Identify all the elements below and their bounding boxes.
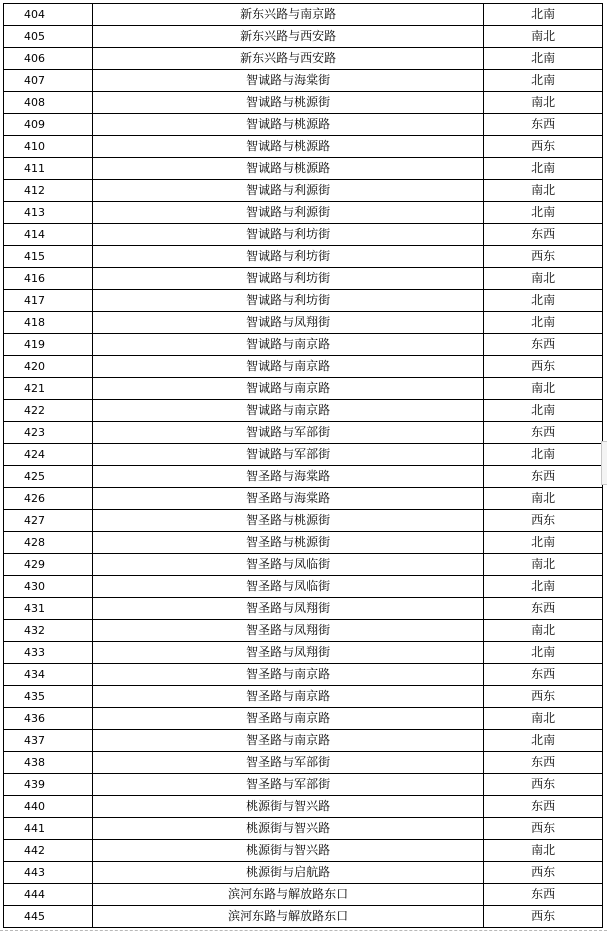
intersection-name-cell: 智诚路与南京路 [93, 356, 484, 378]
direction-cell: 南北 [484, 840, 603, 862]
intersection-name-cell: 智诚路与利源街 [93, 202, 484, 224]
intersection-name-cell: 智圣路与凤翔街 [93, 642, 484, 664]
intersection-name-cell: 智圣路与南京路 [93, 686, 484, 708]
row-number-cell: 416 [4, 268, 93, 290]
intersection-name-cell: 智诚路与海棠街 [93, 70, 484, 92]
intersection-name-cell: 智诚路与南京路 [93, 400, 484, 422]
table-row [4, 510, 603, 532]
table-row [4, 268, 603, 290]
table-row [4, 48, 603, 70]
row-number-cell: 409 [4, 114, 93, 136]
direction-cell: 北南 [484, 730, 603, 752]
table-row [4, 466, 603, 488]
intersection-name-cell: 桃源街与智兴路 [93, 818, 484, 840]
row-number-cell: 411 [4, 158, 93, 180]
direction-cell: 东西 [484, 664, 603, 686]
direction-cell: 东西 [484, 422, 603, 444]
row-number-cell: 408 [4, 92, 93, 114]
intersection-name-cell: 智圣路与凤翔街 [93, 620, 484, 642]
row-number-cell: 419 [4, 334, 93, 356]
table-row [4, 620, 603, 642]
intersection-name-cell: 智诚路与军部街 [93, 444, 484, 466]
row-number-cell: 418 [4, 312, 93, 334]
row-number-cell: 412 [4, 180, 93, 202]
direction-cell: 南北 [484, 554, 603, 576]
row-number-cell: 445 [4, 906, 93, 928]
intersection-name-cell: 智圣路与凤临街 [93, 576, 484, 598]
direction-cell: 西东 [484, 862, 603, 884]
intersection-name-cell: 智诚路与桃源路 [93, 114, 484, 136]
table-row [4, 686, 603, 708]
intersection-name-cell: 智诚路与利坊街 [93, 268, 484, 290]
direction-cell: 西东 [484, 774, 603, 796]
table-row [4, 378, 603, 400]
table-row [4, 422, 603, 444]
intersection-name-cell: 智诚路与利坊街 [93, 290, 484, 312]
table-row [4, 334, 603, 356]
direction-cell: 西东 [484, 818, 603, 840]
row-number-cell: 435 [4, 686, 93, 708]
intersection-name-cell: 智圣路与军部街 [93, 752, 484, 774]
direction-cell: 西东 [484, 136, 603, 158]
direction-cell: 南北 [484, 708, 603, 730]
direction-cell: 北南 [484, 202, 603, 224]
direction-cell: 南北 [484, 180, 603, 202]
intersection-name-cell: 智圣路与南京路 [93, 664, 484, 686]
intersection-name-cell: 新东兴路与西安路 [93, 26, 484, 48]
direction-cell: 东西 [484, 752, 603, 774]
intersection-name-cell: 新东兴路与南京路 [93, 4, 484, 26]
direction-cell: 东西 [484, 334, 603, 356]
table-row [4, 840, 603, 862]
intersection-name-cell: 智诚路与南京路 [93, 378, 484, 400]
table-row [4, 598, 603, 620]
row-number-cell: 420 [4, 356, 93, 378]
table-row [4, 884, 603, 906]
table-row [4, 554, 603, 576]
row-number-cell: 436 [4, 708, 93, 730]
intersection-name-cell: 智圣路与南京路 [93, 708, 484, 730]
row-number-cell: 424 [4, 444, 93, 466]
direction-cell: 南北 [484, 268, 603, 290]
direction-cell: 南北 [484, 620, 603, 642]
row-number-cell: 439 [4, 774, 93, 796]
row-number-cell: 444 [4, 884, 93, 906]
intersection-name-cell: 智诚路与桃源街 [93, 92, 484, 114]
row-number-cell: 431 [4, 598, 93, 620]
intersection-name-cell: 智圣路与桃源街 [93, 532, 484, 554]
row-number-cell: 413 [4, 202, 93, 224]
intersection-name-cell: 桃源街与启航路 [93, 862, 484, 884]
direction-cell: 北南 [484, 70, 603, 92]
intersection-name-cell: 智圣路与凤临街 [93, 554, 484, 576]
direction-cell: 南北 [484, 26, 603, 48]
table-row [4, 752, 603, 774]
table-row [4, 906, 603, 928]
row-number-cell: 440 [4, 796, 93, 818]
table-row [4, 642, 603, 664]
intersection-name-cell: 智圣路与海棠路 [93, 488, 484, 510]
row-number-cell: 417 [4, 290, 93, 312]
row-number-cell: 421 [4, 378, 93, 400]
direction-cell: 西东 [484, 686, 603, 708]
row-number-cell: 434 [4, 664, 93, 686]
direction-cell: 南北 [484, 92, 603, 114]
table-row [4, 26, 603, 48]
intersection-table [3, 3, 603, 928]
table-row [4, 312, 603, 334]
intersection-name-cell: 智诚路与凤翔街 [93, 312, 484, 334]
row-number-cell: 430 [4, 576, 93, 598]
table-row [4, 444, 603, 466]
direction-cell: 北南 [484, 576, 603, 598]
intersection-name-cell: 智圣路与桃源街 [93, 510, 484, 532]
row-number-cell: 428 [4, 532, 93, 554]
row-number-cell: 410 [4, 136, 93, 158]
row-number-cell: 438 [4, 752, 93, 774]
direction-cell: 北南 [484, 444, 603, 466]
row-number-cell: 432 [4, 620, 93, 642]
intersection-name-cell: 智圣路与军部街 [93, 774, 484, 796]
intersection-name-cell: 滨河东路与解放路东口 [93, 906, 484, 928]
table-row [4, 92, 603, 114]
row-number-cell: 423 [4, 422, 93, 444]
table-row [4, 136, 603, 158]
intersection-name-cell: 滨河东路与解放路东口 [93, 884, 484, 906]
direction-cell: 西东 [484, 246, 603, 268]
row-number-cell: 433 [4, 642, 93, 664]
table-row [4, 202, 603, 224]
table-row [4, 70, 603, 92]
direction-cell: 北南 [484, 158, 603, 180]
table-row [4, 290, 603, 312]
table-row [4, 488, 603, 510]
table-row [4, 400, 603, 422]
table-row [4, 224, 603, 246]
row-number-cell: 406 [4, 48, 93, 70]
intersection-name-cell: 桃源街与智兴路 [93, 796, 484, 818]
intersection-name-cell: 新东兴路与西安路 [93, 48, 484, 70]
direction-cell: 北南 [484, 312, 603, 334]
row-number-cell: 441 [4, 818, 93, 840]
direction-cell: 西东 [484, 356, 603, 378]
table-row [4, 532, 603, 554]
table-row [4, 180, 603, 202]
direction-cell: 北南 [484, 4, 603, 26]
row-number-cell: 414 [4, 224, 93, 246]
direction-cell: 东西 [484, 598, 603, 620]
table-row [4, 114, 603, 136]
row-number-cell: 429 [4, 554, 93, 576]
direction-cell: 西东 [484, 906, 603, 928]
row-number-cell: 442 [4, 840, 93, 862]
table-row [4, 862, 603, 884]
table-row [4, 576, 603, 598]
row-number-cell: 427 [4, 510, 93, 532]
intersection-name-cell: 智圣路与南京路 [93, 730, 484, 752]
intersection-name-cell: 桃源街与智兴路 [93, 840, 484, 862]
row-number-cell: 404 [4, 4, 93, 26]
row-number-cell: 437 [4, 730, 93, 752]
row-number-cell: 425 [4, 466, 93, 488]
intersection-name-cell: 智诚路与桃源路 [93, 158, 484, 180]
page-break-line [0, 930, 607, 932]
direction-cell: 东西 [484, 114, 603, 136]
direction-cell: 北南 [484, 642, 603, 664]
table-row [4, 796, 603, 818]
table-row [4, 356, 603, 378]
intersection-name-cell: 智圣路与凤翔街 [93, 598, 484, 620]
table-row [4, 664, 603, 686]
intersection-name-cell: 智诚路与南京路 [93, 334, 484, 356]
row-number-cell: 426 [4, 488, 93, 510]
direction-cell: 北南 [484, 290, 603, 312]
direction-cell: 南北 [484, 488, 603, 510]
intersection-name-cell: 智诚路与军部街 [93, 422, 484, 444]
row-number-cell: 443 [4, 862, 93, 884]
intersection-name-cell: 智圣路与海棠路 [93, 466, 484, 488]
direction-cell: 北南 [484, 532, 603, 554]
direction-cell: 西东 [484, 510, 603, 532]
row-number-cell: 405 [4, 26, 93, 48]
table-row [4, 4, 603, 26]
direction-cell: 北南 [484, 48, 603, 70]
direction-cell: 东西 [484, 796, 603, 818]
intersection-name-cell: 智诚路与利坊街 [93, 224, 484, 246]
scrollbar-handle[interactable] [601, 441, 607, 485]
direction-cell: 南北 [484, 378, 603, 400]
row-number-cell: 415 [4, 246, 93, 268]
table-row [4, 818, 603, 840]
direction-cell: 东西 [484, 224, 603, 246]
table-row [4, 158, 603, 180]
table-row [4, 774, 603, 796]
row-number-cell: 422 [4, 400, 93, 422]
table-row [4, 708, 603, 730]
intersection-name-cell: 智诚路与利坊街 [93, 246, 484, 268]
intersection-name-cell: 智诚路与利源街 [93, 180, 484, 202]
row-number-cell: 407 [4, 70, 93, 92]
table-row [4, 246, 603, 268]
table-row [4, 730, 603, 752]
direction-cell: 北南 [484, 400, 603, 422]
intersection-name-cell: 智诚路与桃源路 [93, 136, 484, 158]
direction-cell: 东西 [484, 466, 603, 488]
direction-cell: 东西 [484, 884, 603, 906]
table-body [4, 4, 603, 928]
